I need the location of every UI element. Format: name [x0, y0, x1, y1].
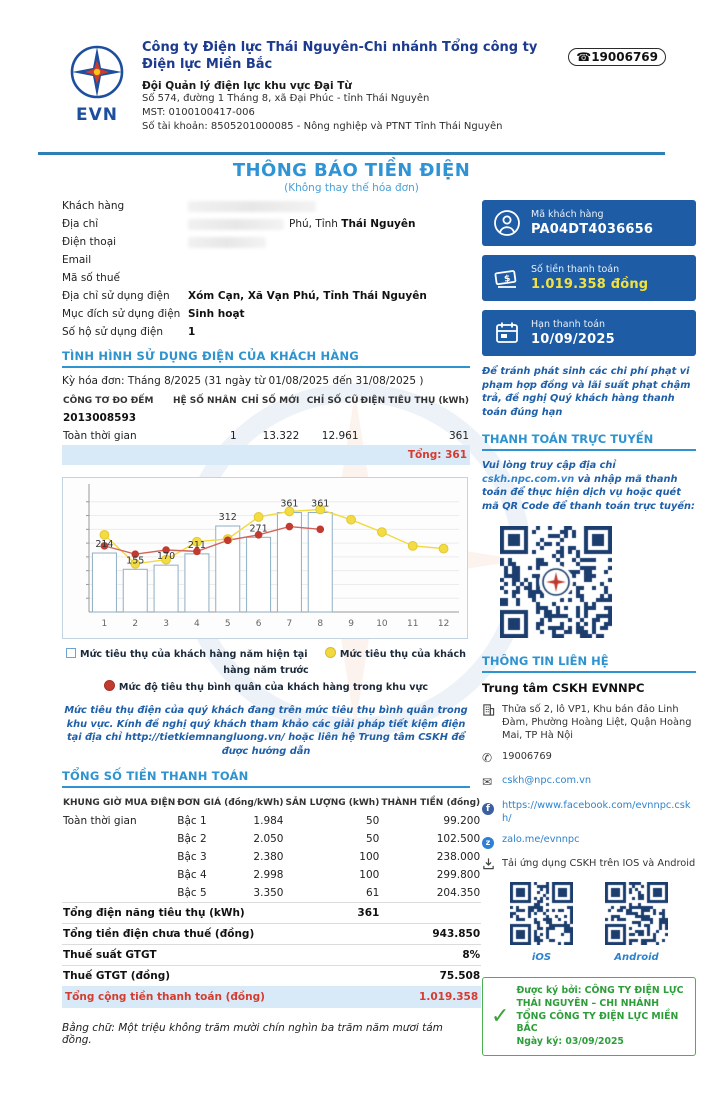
redacted-customer-name — [188, 201, 316, 212]
customer-code-card — [482, 200, 696, 246]
tier-name: Bậc 1 — [177, 814, 207, 827]
svg-text:1: 1 — [101, 619, 108, 629]
usage-multiplier: 1 — [229, 430, 237, 442]
tier-time: Toàn thời gian — [63, 814, 137, 827]
tier-price: 2.380 — [253, 850, 284, 863]
summary-row-vat-rate — [62, 944, 481, 965]
tier-name: Bậc 3 — [177, 850, 207, 863]
header-divider — [38, 152, 665, 155]
hotline-number: 19006769 — [591, 50, 658, 64]
purpose-row — [62, 308, 470, 321]
customer-name-label: Khách hàng — [62, 200, 125, 212]
summary-value: 75.508 — [380, 965, 481, 986]
svg-text:361: 361 — [280, 498, 299, 510]
usage-address-label: Địa chỉ sử dụng điện — [62, 290, 170, 302]
usage-row-name: Toàn thời gian — [63, 430, 137, 442]
col-quantity: SẢN LƯỢNG (kWh) — [285, 797, 380, 808]
meter-id: 2013008593 — [63, 412, 137, 424]
customer-address-row — [62, 218, 470, 231]
col-unit-price: ĐƠN GIÁ (đồng/kWh) — [177, 797, 284, 808]
col-multiplier: HỆ SỐ NHÂN — [172, 396, 237, 406]
android-qr-code — [605, 882, 668, 945]
svg-text:312: 312 — [218, 512, 237, 524]
apps-text: Tải ứng dụng CSKH trên IOS và Android — [502, 858, 696, 870]
svg-text:155: 155 — [126, 555, 145, 567]
svg-text:214: 214 — [95, 539, 114, 551]
tier-qty: 100 — [359, 868, 380, 881]
tier-row — [62, 848, 481, 866]
svg-text:10: 10 — [376, 619, 388, 629]
customer-name-row — [62, 200, 470, 213]
payment-amount-card — [482, 255, 696, 301]
usage-data-row — [62, 427, 470, 445]
company-name: Công ty Điện lực Thái Nguyên-Chi nhánh Tổng công ty Điện lực Miền Bắc — [142, 40, 538, 72]
customer-phone-label: Điện thoại — [62, 236, 117, 248]
tier-name: Bậc 2 — [177, 832, 207, 845]
tier-row — [62, 830, 481, 848]
online-payment-heading: THANH TOÁN TRỰC TUYẾN — [482, 432, 696, 451]
grand-total-value: 1.019.358 — [380, 986, 481, 1008]
customer-tax-label: Mã số thuế — [62, 272, 120, 284]
summary-value: 361 — [284, 902, 380, 923]
svg-text:6: 6 — [255, 619, 262, 629]
tier-name: Bậc 5 — [177, 886, 207, 899]
legend-area-average: Mức độ tiêu thụ bình quân của khách hàng trong khu vực — [118, 681, 429, 693]
tier-price: 2.050 — [253, 832, 284, 845]
tier-row — [62, 884, 481, 903]
building-icon — [482, 703, 502, 720]
svg-text:2: 2 — [132, 619, 139, 629]
col-consumption: ĐIỆN TIÊU THỤ (kWh) — [360, 396, 469, 406]
money-icon — [492, 263, 522, 293]
usage-table-header — [62, 393, 470, 409]
tier-qty: 50 — [365, 814, 380, 827]
document-title-block — [0, 160, 703, 194]
purpose-label: Mục đích sử dụng điện — [62, 308, 181, 320]
contact-zalo-row — [482, 833, 696, 849]
contact-address-row — [482, 703, 696, 743]
legend-yellow-dot — [325, 647, 336, 658]
summary-value: 943.850 — [380, 923, 481, 944]
legend-red-dot — [104, 680, 115, 691]
address-visible-bold: Thái Nguyên — [341, 218, 416, 230]
usage-address-value: Xóm Cạn, Xã Vạn Phú, Tỉnh Thái Nguyên — [188, 290, 427, 302]
legend-previous-year: Mức tiêu thụ của khách hàng năm trước — [223, 649, 466, 677]
summary-label: Thuế suất GTGT — [62, 944, 284, 965]
customer-code-label: Mã khách hàng — [531, 209, 604, 220]
android-app-qr — [605, 882, 668, 963]
tier-amount: 99.200 — [443, 814, 481, 827]
tier-price: 1.984 — [253, 814, 284, 827]
check-icon: ✓ — [491, 1003, 510, 1029]
grand-total-row — [62, 986, 481, 1008]
consumption-chart — [62, 477, 470, 639]
redacted-phone — [188, 237, 266, 248]
facebook-link[interactable]: https://www.facebook.com/evnnpc.cskh/ — [502, 799, 691, 824]
svg-text:$: $ — [503, 273, 512, 285]
payment-amount-value: 1.019.358 đồng — [531, 277, 649, 292]
col-amount: THÀNH TIỀN (đồng) — [381, 797, 481, 808]
ios-app-qr — [510, 882, 573, 963]
mail-icon: ✉ — [482, 775, 493, 790]
svg-text:170: 170 — [157, 551, 176, 563]
summary-label: Tổng tiền điện chưa thuế (đồng) — [62, 923, 284, 944]
phone-icon: ☎ — [576, 50, 592, 64]
tier-qty: 61 — [365, 886, 380, 899]
summary-label: Tổng điện năng tiêu thụ (kWh) — [62, 902, 284, 923]
svg-text:211: 211 — [187, 539, 206, 551]
evn-logo-text: EVN — [76, 105, 118, 125]
evn-logo — [62, 44, 132, 125]
svg-text:7: 7 — [286, 619, 293, 629]
households-label: Số hộ sử dụng điện — [62, 326, 163, 338]
payment-qr-wrap — [500, 526, 696, 642]
usage-section-heading: TÌNH HÌNH SỬ DỤNG ĐIỆN CỦA KHÁCH HÀNG — [62, 349, 470, 368]
payment-section-heading: TỔNG SỐ TIỀN THANH TOÁN — [62, 769, 470, 788]
svg-text:9: 9 — [348, 619, 354, 629]
hotline-badge — [568, 48, 666, 66]
person-icon — [492, 208, 522, 238]
usage-old-index: 12.961 — [321, 430, 359, 442]
customer-email-row — [62, 254, 470, 267]
due-date-value: 10/09/2025 — [531, 332, 615, 347]
households-value: 1 — [188, 326, 196, 338]
usage-address-row — [62, 290, 470, 303]
svg-text:271: 271 — [249, 523, 268, 535]
online-payment-text: Vui lòng truy cập địa chỉ — [482, 459, 616, 471]
management-unit: Đội Quản lý điện lực khu vực Đại Từ — [142, 79, 352, 92]
company-tax-code: MST: 0100100417-006 — [142, 106, 255, 118]
redacted-address-part — [188, 219, 284, 230]
customer-tax-row — [62, 272, 470, 285]
customer-address-label: Địa chỉ — [62, 218, 99, 230]
tier-name: Bậc 4 — [177, 868, 207, 881]
tier-qty: 100 — [359, 850, 380, 863]
meter-id-row — [62, 409, 470, 427]
billing-period: Kỳ hóa đơn: Tháng 8/2025 (31 ngày từ 01/08/2025 đến 31/08/2025 ) — [62, 375, 424, 387]
summary-row-vat — [62, 965, 481, 986]
households-row — [62, 326, 470, 339]
usage-chart — [62, 477, 468, 639]
facebook-icon: f — [482, 799, 502, 815]
legend-bar-swatch — [66, 648, 76, 658]
tier-amount: 238.000 — [436, 850, 481, 863]
summary-label: Thuế GTGT (đồng) — [62, 965, 284, 986]
payment-amount-label: Số tiền thanh toán — [531, 264, 620, 275]
summary-row-consumption — [62, 902, 481, 923]
contact-email-row — [482, 774, 696, 790]
signature-signer: Được ký bởi: CÔNG TY ĐIỆN LỰC THÁI NGUYÊN – CHI NHÁNH TỔNG CÔNG TY ĐIỆN LỰC MIỀN BẮC — [516, 985, 684, 1035]
ios-label: iOS — [531, 952, 552, 964]
contact-apps-row — [482, 857, 696, 874]
zalo-link[interactable]: zalo.me/evnnpc — [502, 834, 580, 846]
usage-table — [62, 393, 470, 465]
tier-amount: 204.350 — [436, 886, 481, 899]
contact-phone-row — [482, 750, 696, 766]
legend-current-year: Mức tiêu thụ của khách hàng năm hiện tại — [80, 649, 308, 660]
cskh-portal-link[interactable]: cskh.npc.com.vn — [482, 473, 575, 485]
summary-value: 8% — [380, 944, 481, 965]
tier-amount: 299.800 — [436, 868, 481, 881]
tier-amount: 102.500 — [436, 832, 481, 845]
svg-text:12: 12 — [437, 619, 450, 629]
contact-facebook-row — [482, 799, 696, 825]
col-new-index: CHỈ SỐ MỚI — [241, 396, 300, 406]
customer-email-label: Email — [62, 254, 92, 266]
digital-signature-box — [482, 977, 696, 1056]
customer-code-value: PA04DT4036656 — [531, 222, 654, 237]
amount-in-words: Bằng chữ: Một triệu không trăm mười chín nghìn ba trăm năm mươi tám đồng. — [62, 1021, 443, 1046]
due-note: Để tránh phát sinh các chi phí phạt vi phạm hợp đồng và lãi suất phạt chậm trả, đề nghị Quý khách hàng thanh toán đúng hạn — [482, 366, 691, 419]
usage-new-index: 13.322 — [262, 430, 300, 442]
contact-address: Thửa số 2, lô VP1, Khu bán đảo Linh Đàm, Phường Hoàng Liệt, Quận Hoàng Mai, TP Hà Nội — [502, 703, 692, 742]
payment-table-header — [62, 794, 481, 812]
online-payment-instructions — [482, 459, 696, 514]
svg-text:5: 5 — [224, 619, 231, 629]
main-column — [62, 200, 481, 1046]
sidebar — [482, 200, 696, 1056]
svg-text:361: 361 — [311, 498, 330, 510]
purpose-value: Sinh hoạt — [188, 308, 245, 320]
customer-phone-row — [62, 236, 470, 249]
contact-email-link[interactable]: cskh@npc.com.vn — [502, 775, 592, 787]
svg-text:3: 3 — [163, 619, 169, 629]
usage-total-row — [62, 445, 470, 465]
document-title: THÔNG BÁO TIỀN ĐIỆN — [232, 160, 471, 181]
download-icon — [482, 857, 502, 874]
col-time-frame: KHUNG GIỜ MUA ĐIỆN — [63, 797, 176, 808]
payment-qr-code — [500, 526, 612, 638]
usage-total: Tổng: 361 — [62, 445, 470, 465]
signature-date: Ngày ký: 03/09/2025 — [516, 1035, 624, 1047]
contact-center-name: Trung tâm CSKH EVNNPC — [482, 680, 645, 695]
due-date-label: Hạn thanh toán — [531, 319, 606, 330]
grand-total-label: Tổng cộng tiền thanh toán (đồng) — [62, 986, 380, 1008]
tier-qty: 50 — [365, 832, 380, 845]
zalo-icon: z — [482, 833, 502, 849]
online-payment-text2: và nhập mã thanh toán để thực hiện dịch vụ hoặc quét mã QR Code để thanh toán trực tuyến: — [482, 473, 695, 512]
summary-row-subtotal — [62, 923, 481, 944]
address-visible: Phú, Tỉnh — [289, 218, 342, 230]
contact-phone: 19006769 — [502, 751, 552, 763]
tier-row — [62, 866, 481, 884]
col-old-index: CHỈ SỐ CŨ — [306, 396, 359, 406]
tier-price: 2.998 — [253, 868, 284, 881]
svg-text:4: 4 — [194, 619, 200, 629]
due-date-card — [482, 310, 696, 356]
svg-text:8: 8 — [317, 619, 324, 629]
payment-table — [62, 794, 481, 1008]
col-meter: CÔNG TƠ ĐO ĐẾM — [63, 396, 154, 406]
contact-heading: THÔNG TIN LIÊN HỆ — [482, 654, 696, 673]
usage-consumption: 361 — [448, 430, 469, 442]
saving-advisory: Mức tiêu thụ điện của quý khách đang trên mức tiêu thụ bình quân trong khu vực. Kính đề nghị quý khách tham khảo các giải pháp tiết kiệm điện tại địa chỉ http://tietkiemnangluong.vn/ hoặc liên hệ Trung tâm CSKH để được hướng dẫn — [64, 704, 468, 757]
document-subtitle: (Không thay thế hóa đơn) — [284, 182, 419, 194]
company-bank-account: Số tài khoản: 8505201000085 - Nông nghiệp và PTNT Tỉnh Thái Nguyên — [142, 120, 503, 132]
tier-price: 3.350 — [253, 886, 284, 899]
app-qr-row — [482, 882, 696, 963]
chart-legend — [62, 647, 470, 696]
company-address: Số 574, đường 1 Tháng 8, xã Đại Phúc - tỉnh Thái Nguyên — [142, 92, 430, 104]
tier-row — [62, 812, 481, 830]
ios-qr-code — [510, 882, 573, 945]
android-label: Android — [614, 952, 659, 964]
header — [62, 40, 666, 134]
svg-text:11: 11 — [407, 619, 419, 629]
phone-icon: ✆ — [482, 751, 493, 766]
calendar-icon — [492, 318, 522, 348]
